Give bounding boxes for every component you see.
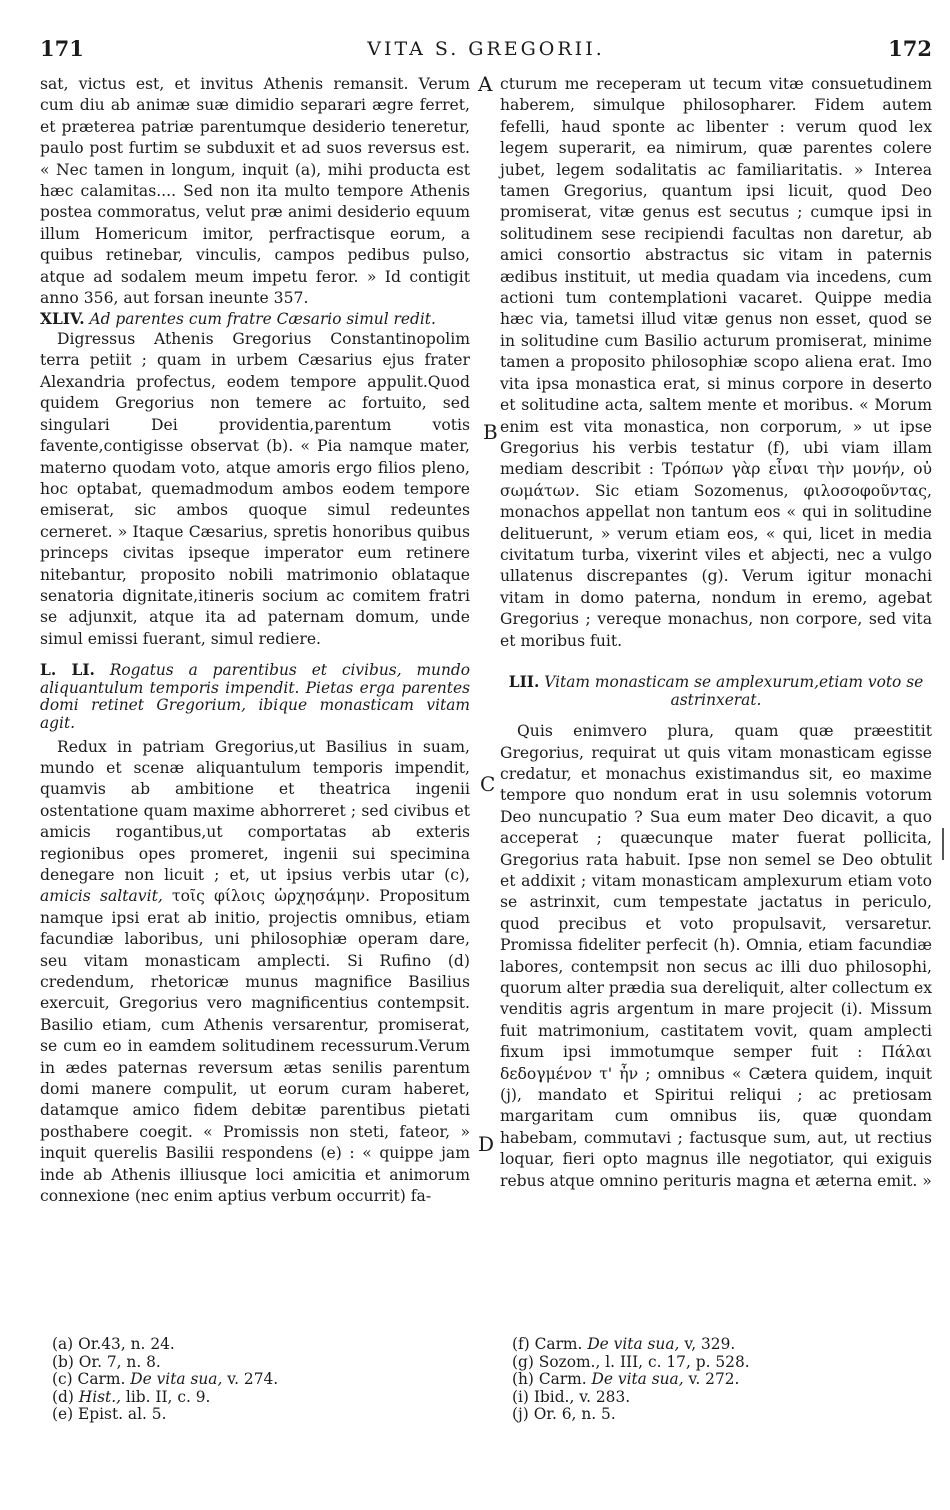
text-run: cturum me receperam ut tecum vitæ consuetudinem haberem, simulque philosopharer. Fidem autem fefelli, haud sponte ac libenter : verum quod lex legem superarit, ea nimirum, quæ parentes colere jubet, legem sodalitatis ac familiaritatis. » Interea tamen Gregorius, quantum ipsi licuit, quod Deo promiserat, vitæ genus est secutus ; cumque ipsi in solitudinem sese recipiendi facultas non daretur, ab amici consortio abstractus sic vitam in paternis ædibus instituit, ut media quadam via incedens, cum actioni tum contemplationi vacaret. Quippe media hæc via, tametsi illud vitæ genus non esset, quod se in solitudine cum Basilio acturum promiserat, minime tamen a proposito philosophiæ scopo aliena erat. Imo vita ipsa monastica erat, si minus corpore in deserto et solitudine acta, saltem mente et moribus. « Morum enim est vita monastica, non corporum, » ut ipse Gregorius his verbis testatur (f), ubi viam illam mediam describit : <box>500 75 932 479</box>
left-column <box>40 74 470 1207</box>
footnote <box>512 1336 750 1354</box>
section-heading-44 <box>40 311 470 329</box>
section-number: XLIV. <box>40 310 85 329</box>
section-heading-51 <box>40 662 470 732</box>
greek-phrase: Τρόπων γὰρ εἶναι τὴν μονήν, οὐ σωμάτων. <box>500 460 932 500</box>
footnote-text: v, 329. <box>684 1335 736 1353</box>
footnote <box>512 1389 750 1407</box>
footnote-text: Sozom., l. III, c. 17, p. 528. <box>538 1352 750 1371</box>
running-title: VITA S. GREGORII. <box>367 38 605 60</box>
margin-letter-b: B <box>483 420 498 444</box>
right-column <box>500 74 932 1192</box>
text-run: Sic etiam Sozomenus, <box>579 481 804 500</box>
footnote-text: Or.43, n. 24. <box>78 1335 175 1353</box>
footnote <box>512 1371 750 1389</box>
footnote-mark: (f) <box>512 1335 530 1353</box>
footnote-source: Hist., <box>78 1387 121 1406</box>
footnote-mark: (e) <box>52 1405 74 1424</box>
margin-letter-c: C <box>480 772 496 796</box>
footnote <box>52 1354 278 1372</box>
text-run: Redux in patriam Gregorius,ut Basilius in suam, mundo et scenæ aliquantulum temporis impendit, quamvis ab ambitione et theatrica ingenii ostentatione quam maxime abhorreret ; sed civibus et amicis rogantibus,ut comportatas ab exteris regionibus opes promeret, ingenii sui specimina denegare non licuit ; et, ut ipsius verbis utar (c), <box>40 737 470 884</box>
section-title: Ad parentes cum fratre Cæsario simul redit. <box>89 310 436 329</box>
greek-phrase: φιλοσοφοῦντας, <box>803 481 932 500</box>
footnote-mark: (a) <box>52 1335 74 1353</box>
section-number: L. LI. <box>40 661 95 680</box>
footnotes-left <box>52 1336 278 1424</box>
footnote-text: Carm. <box>538 1370 587 1389</box>
text-run: omnibus « Cætera quidem, inquit (j), mandato et Spiritui reliqui ; ac pretiosam margaritam cum omnibus iis, quæ quondam habebam, commutavi ; factusque sum, aut, ut rectius loquar, fieri opto magnus ille negotiator, qui exiguis rebus atque omnino perituris magna et æterna emit. » <box>500 1064 933 1190</box>
footnote-source: De vita sua, <box>130 1370 223 1389</box>
footnote-source: De vita sua, <box>591 1370 684 1389</box>
footnote-mark: (g) <box>512 1352 534 1371</box>
footnote <box>512 1354 750 1372</box>
footnote-text: Ibid., v. 283. <box>533 1387 631 1406</box>
section-heading-52 <box>500 674 932 709</box>
footnote-text: v. 274. <box>227 1370 279 1389</box>
page-number-right: 172 <box>888 36 932 61</box>
footnote <box>52 1336 278 1354</box>
margin-rule <box>942 828 944 860</box>
footnote-mark: (b) <box>52 1352 74 1371</box>
footnote <box>512 1406 750 1424</box>
section-title: Rogatus a parentibus et civibus, mundo aliquantulum temporis impendit. Pietas erga parentes domi retinet Gregorium, ibique monasticam vitam agit. <box>40 661 471 732</box>
greek-phrase: τοῖς φίλοις ὠρχησάμην. <box>171 887 371 906</box>
section-title: Vitam monasticam se amplexurum,etiam voto se astrinxerat. <box>544 672 924 709</box>
footnote <box>52 1371 278 1389</box>
text-run: Quis enimvero plura, quam quæ præestitit Gregorius, requirat ut quis vitam monasticam egisse credatur, et monachus existimandus sit, eo maxime tempore quo nondum erat in usu solemnis votorum Deo nuncupatio ? Sua eum mater Deo dicavit, a quo acceperat ; quæcunque mater fuerat pollicita, Gregorius rata habuit. Ipse non semel se Deo obtulit et addixit ; vitam monasticam amplexurum etiam voto se astrinxit, cum tempestate jactatus in periculo, quod precibus et voto propulsavit, versaretur. Promissa fideliter perfecit (h). Omnia, etiam facundiæ labores, contempsit non secus ac illi duo philosophi, quorum alter prædia sua dereliquit, alter collectum ex venditis agris argentum in mare projecit (i). Missum fuit matrimonium, castitatem vovit, quam amplecti fixum ipsi immotumque semper fuit : <box>500 722 932 1062</box>
margin-letter-a: A <box>478 72 493 96</box>
italic-phrase: amicis saltavit, <box>40 887 163 906</box>
paragraph <box>500 721 932 1192</box>
footnote-mark: (d) <box>52 1387 74 1406</box>
text-run: monachos appellat non tantum eos « qui in solitudine delituerunt, » verum etiam eos, « qui, licet in media civitatum turba, vixerint viles et abjecti, nec a vulgo ullatenus discrepantes (g). Verum igitur monachi vitam in domo paterna, nondum in eremo, agebat Gregorius ; vereque monachus, non corpore, sed vita et moribus fuit. <box>500 503 932 650</box>
section-number: LII. <box>508 672 540 691</box>
paragraph <box>40 737 470 1208</box>
footnote-text: Carm. <box>534 1335 583 1353</box>
footnote-text: Carm. <box>77 1370 126 1389</box>
footnote-mark: (i) <box>512 1387 529 1406</box>
footnote-mark: (j) <box>512 1405 529 1424</box>
footnotes-right <box>512 1336 750 1424</box>
footnote-text: Or. 7, n. 8. <box>78 1352 161 1371</box>
footnote-text: lib. II, c. 9. <box>125 1387 211 1406</box>
paragraph: Digressus Athenis Gregorius Constantinopolim terra petiit ; quam in urbem Cæsarius ejus frater Alexandria profectus, eodem tempore appulit.Quod quidem Gregorius non temere ac fortuito, sed singulari Dei providentia,parentum votis favente,contigisse observat (b). « Pia namque mater, materno quodam voto, atque amoris ergo filios pleno, hoc optabat, quemadmodum ambos eodem tempore emiserat, sic ambos quoque simul redeuntes cerneret. » Itaque Cæsarius, spretis honoribus quibus princeps civitas ipseque imperator eum retinere nitebantur, proposito nobili matrimonio oblataque senatoria dignitate,itineris socium ac comitem fratri se adjunxit, atque ita ad paternam domum, unde simul emissi fuerant, simul rediere. <box>40 330 470 648</box>
footnote <box>52 1389 278 1407</box>
running-head <box>40 36 932 66</box>
margin-letter-d: D <box>478 1132 495 1156</box>
footnote-text: Or. 6, n. 5. <box>533 1405 616 1424</box>
page-number-left: 171 <box>40 36 84 61</box>
paragraph: sat, victus est, et invitus Athenis remansit. Verum cum diu ab animæ suæ dimidio separari ægre ferret, et præterea patriæ parentumque desiderio teneretur, paulo post furtim se subduxit et ad suos reversus est. « Nec tamen in longum, inquit (a), mihi producta est hæc calamitas.... Sed non ita multo tempore Athenis postea commoratus, velut præ animi desiderio equum illum Homericum imitor, perfractisque eorum, a quibus retinebar, vinculis, campos pedibus pulso, atque ad sodalem meum impetu feror. » Id contigit anno 356, aut forsan ineunte 357. <box>40 75 470 308</box>
footnote <box>52 1406 278 1424</box>
greek-phrase: Πάλαι δεδογμένον τ' ἦν ; <box>500 1043 932 1083</box>
paragraph <box>500 74 932 652</box>
footnote-mark: (c) <box>52 1370 73 1389</box>
text-run: Propositum namque ipsi erat ab initio, projectis omnibus, etiam facundiæ laboribus, uni philosophiæ operam dare, seu vitam monasticam amplecti. Si Rufino (d) credendum, rhetoricæ munus magnifice Basilius exercuit, Gregorius vero magnificentius contempsit. Basilio etiam, cum Athenis versarentur, promiserat, se cum eo in eamdem solitudinem recessurum.Verum in ædes paternas reversum ætas senilis parentum domi manere compulit, ut eorum curam haberet, datamque amico fidem debitæ parentibus pietati posthabere coegit. « Promissis non steti, fateor, » inquit querelis Basilii respondens (e) : « quippe jam inde ab Athenis illiusque loci amicitia et animorum connexione (nec enim aptius verbum occurrit) fa- <box>40 887 470 1206</box>
footnote-text: v. 272. <box>688 1370 740 1389</box>
footnote-source: De vita sua, <box>587 1335 680 1353</box>
footnote-text: Epist. al. 5. <box>78 1405 167 1424</box>
footnote-mark: (h) <box>512 1370 534 1389</box>
